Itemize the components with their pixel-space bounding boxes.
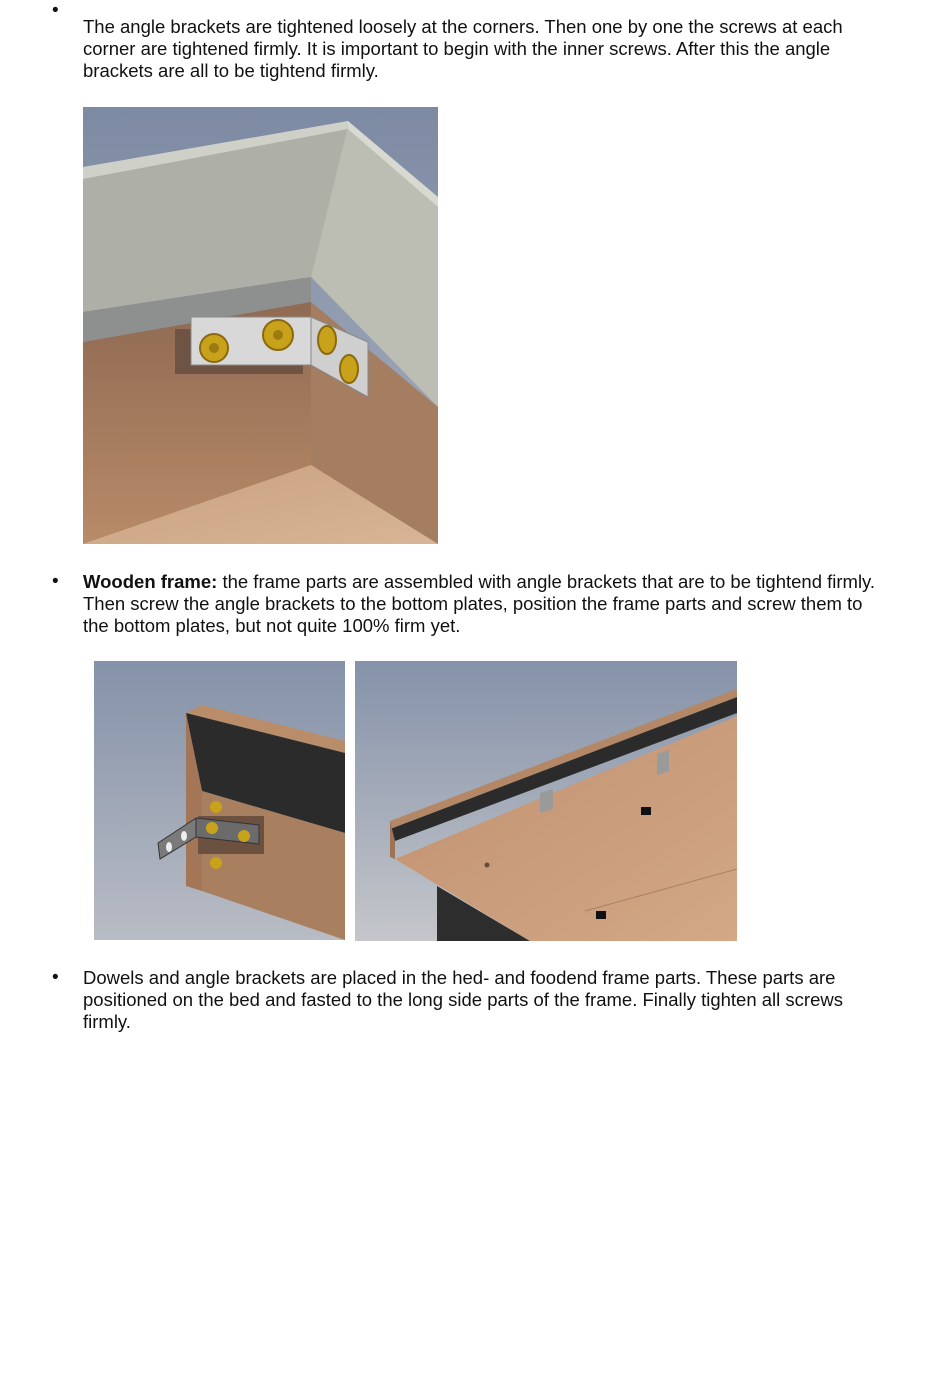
frame-bracket-closeup-illustration [94,661,345,940]
instruction-2 [83,571,883,637]
corner-bracket-illustration [83,107,438,544]
instruction-2-text: the frame parts are assembled with angle brackets that are to be tightend firmly. Then screw the angle brackets to the bottom plates, position the frame parts and screw them to the bottom plates, but not quite 100% firm yet. [83,571,876,636]
bullet-3: • [52,967,59,988]
bullet-1: • [52,0,59,21]
instruction-1: The angle brackets are tightened loosely at the corners. Then one by one the screws at each corner are tightened firmly. It is important to begin with the inner screws. After this the angle brackets are all to be tightend firmly. [83,16,843,81]
bullet-2: • [52,571,59,592]
instruction-3: Dowels and angle brackets are placed in the hed- and foodend frame parts. These parts are positioned on the bed and fasted to the long side parts of the frame. Finally tighten all screws firmly. [83,967,843,1032]
frame-bottom-plate-illustration [355,661,737,941]
instruction-2-heading: Wooden frame: [83,571,218,592]
